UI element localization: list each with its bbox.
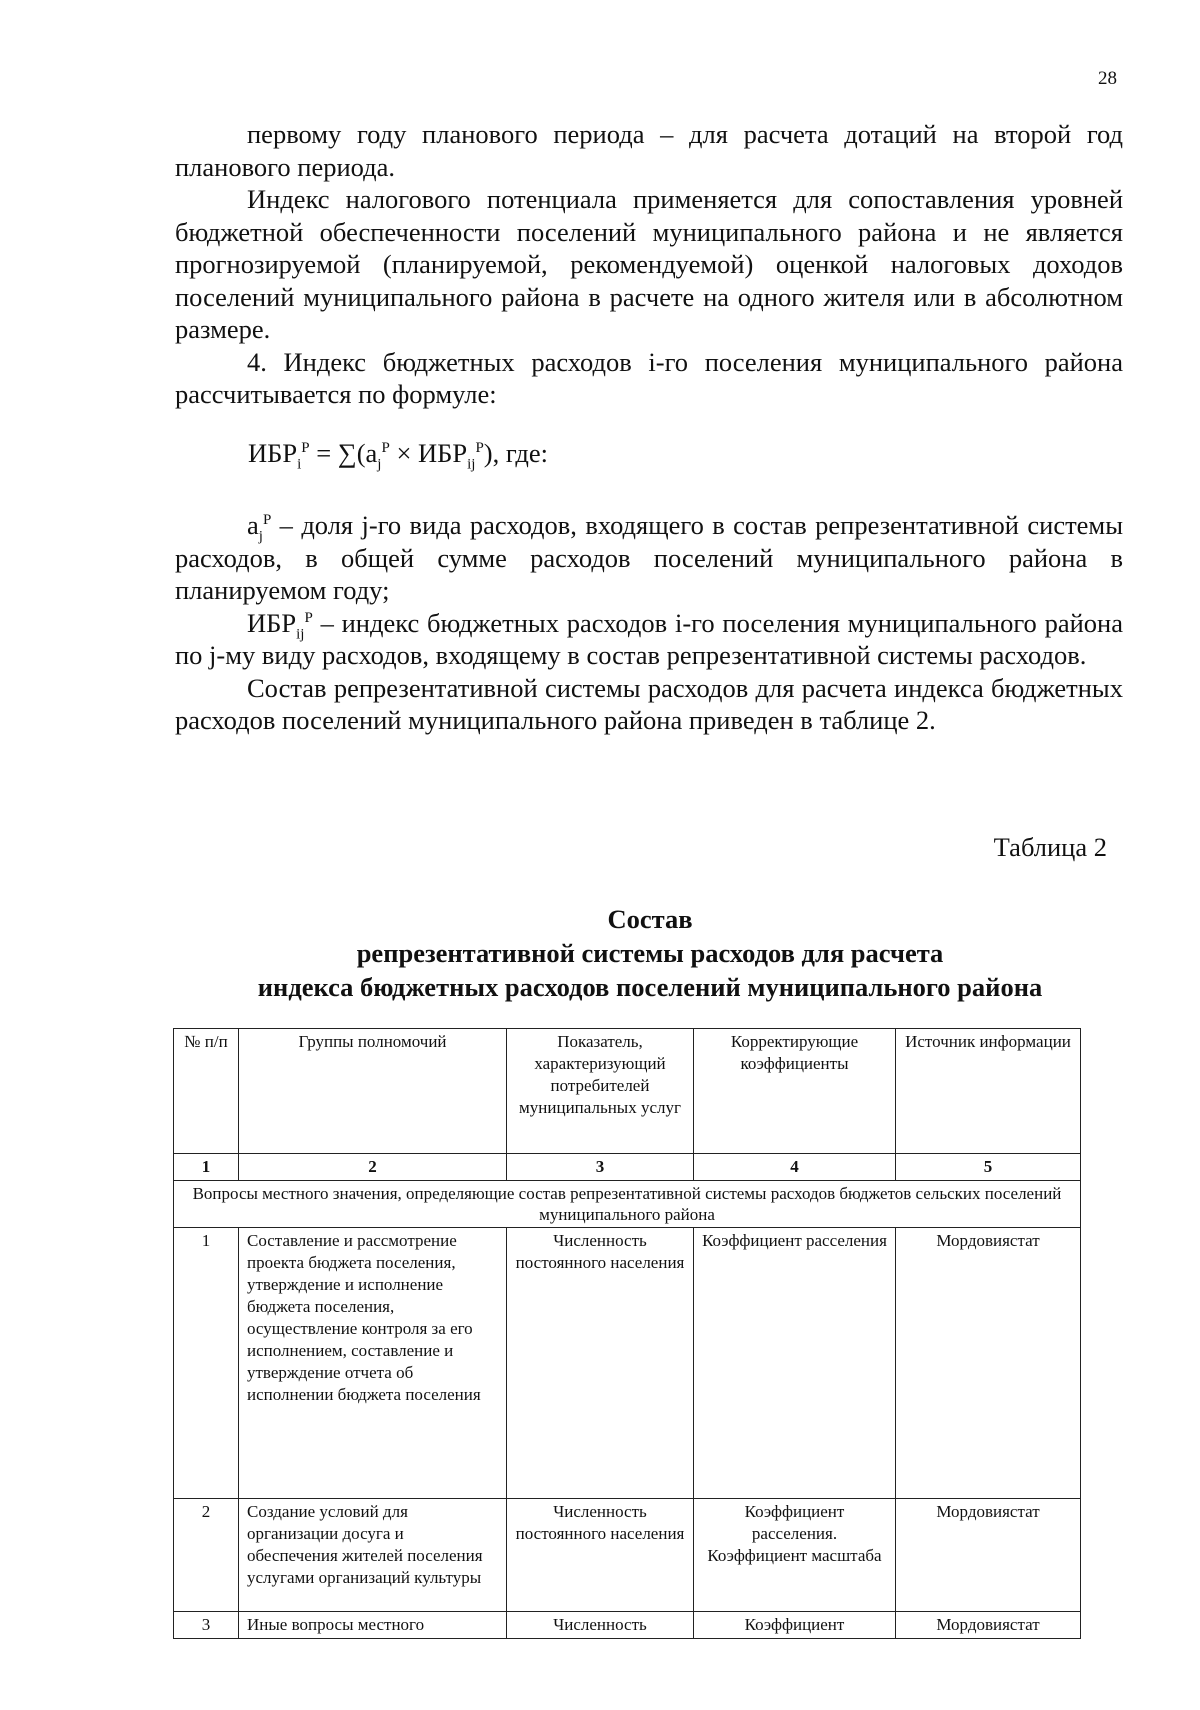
header-source: Источник информации <box>896 1029 1081 1154</box>
row-group: Иные вопросы местного <box>239 1612 507 1639</box>
row-indicator: Численность постоянного населения <box>507 1228 694 1499</box>
column-number: 5 <box>896 1154 1081 1181</box>
table-row <box>174 1612 1081 1639</box>
table-header-row <box>174 1029 1081 1154</box>
paragraph-continuation: первому году планового периода – для расчета дотаций на второй год планового периода. <box>175 119 1123 182</box>
row-indicator: Численность постоянного населения <box>507 1499 694 1612</box>
column-number-row <box>174 1154 1081 1181</box>
header-groups: Группы полномочий <box>239 1029 507 1154</box>
row-number: 3 <box>174 1612 239 1639</box>
table-title-line-1: Состав <box>607 904 693 934</box>
body-text-top <box>175 118 1123 411</box>
header-indicator: Показатель, характеризующий потребителей муниципальных услуг <box>507 1029 694 1154</box>
header-number: № п/п <box>174 1029 239 1154</box>
row-source: Мордовиястат <box>896 1612 1081 1639</box>
table-title-line-2: репрезентативной системы расходов для расчета <box>356 938 944 968</box>
row-source: Мордовиястат <box>896 1228 1081 1499</box>
table-row <box>174 1499 1081 1612</box>
column-number: 3 <box>507 1154 694 1181</box>
expenses-table <box>173 1028 1081 1639</box>
row-number: 1 <box>174 1228 239 1499</box>
table-title <box>175 902 1125 1004</box>
definition-ibr: $ИБР_{ij}^Р$ – индекс бюджетных расходов i-го поселения муниципального района по j-му виду расходов, входящему в состав репрезентативной системы расходов. <box>175 607 1123 670</box>
body-text-definitions <box>175 509 1123 737</box>
row-coefficient: Коэффициент расселения. Коэффициент масштаба <box>694 1499 896 1612</box>
paragraph-budget-index-intro: 4. Индекс бюджетных расходов i-го поселения муниципального района рассчитывается по формуле: <box>175 346 1123 409</box>
paragraph-tax-index: Индекс налогового потенциала применяется для сопоставления уровней бюджетной обеспеченности поселений муниципального района и не является прогнозируемой (планируемой, рекомендуемой) оценкой налоговых доходов поселений муниципального района в расчете на одного жителя или в абсолютном размере. <box>175 184 1123 344</box>
row-indicator: Численность <box>507 1612 694 1639</box>
row-group: Составление и рассмотрение проекта бюджета поселения, утверждение и исполнение бюджета поселения, осуществление контроля за его исполнением, составление и утверждение отчета об исполнении бюджета поселения <box>239 1228 507 1499</box>
row-source: Мордовиястат <box>896 1499 1081 1612</box>
column-number: 4 <box>694 1154 896 1181</box>
row-number: 2 <box>174 1499 239 1612</box>
row-coefficient: Коэффициент расселения <box>694 1228 896 1499</box>
column-number: 1 <box>174 1154 239 1181</box>
table-row <box>174 1228 1081 1499</box>
definition-a: $a_j^Р$ – доля j-го вида расходов, входящего в состав репрезентативной системы расходов, в общей сумме расходов поселений муниципального района в планируемом году; <box>175 510 1123 605</box>
page-number: 28 <box>1098 68 1117 89</box>
column-number: 2 <box>239 1154 507 1181</box>
row-coefficient: Коэффициент <box>694 1612 896 1639</box>
table-label: Таблица 2 <box>993 832 1107 862</box>
paragraph-table-reference: Состав репрезентативной системы расходов для расчета индекса бюджетных расходов поселений муниципального района приведен в таблице 2. <box>175 672 1123 735</box>
header-coefficients: Корректирующие коэффициенты <box>694 1029 896 1154</box>
section-heading: Вопросы местного значения, определяющие состав репрезентативной системы расходов бюджетов сельских поселений муниципального района <box>174 1181 1081 1228</box>
row-group: Создание условий для организации досуга и обеспечения жителей поселения услугами организаций культуры <box>239 1499 507 1612</box>
section-row <box>174 1181 1081 1228</box>
formula: $ИБР_i^Р = \sum(a_j^Р \times ИБР_{ij}^Р)$, где: <box>248 438 549 473</box>
table-title-line-3: индекса бюджетных расходов поселений муниципального района <box>257 972 1043 1002</box>
